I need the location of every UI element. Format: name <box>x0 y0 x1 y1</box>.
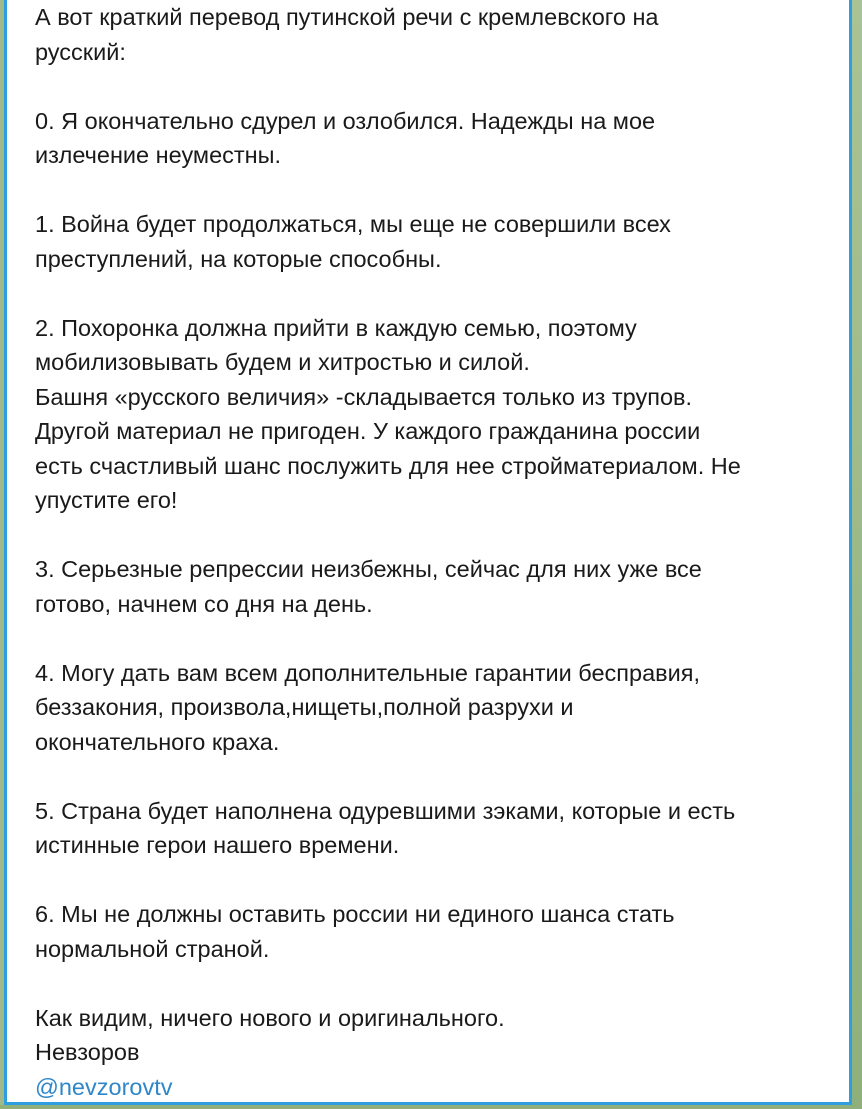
point-line: есть счастливый шанс послужить для нее стройматериалом. Не <box>35 452 741 479</box>
chat-background-strip <box>852 0 862 1109</box>
point-1 <box>35 207 833 276</box>
point-line: 1. Война будет продолжаться, мы еще не совершили всех <box>35 211 671 237</box>
intro-line: А вот краткий перевод путинской речи с кремлевского на <box>35 4 659 30</box>
point-line: нормальной страной. <box>35 935 270 962</box>
point-line: 6. Мы не должны оставить россии ни единого шанса стать <box>35 901 675 927</box>
point-2 <box>35 311 833 518</box>
author-signature: Невзоров <box>35 1039 140 1065</box>
channel-link[interactable]: @nevzorovtv <box>35 1073 173 1100</box>
message-closing <box>35 1001 833 1105</box>
message-intro <box>35 0 833 69</box>
message-bubble <box>4 0 852 1105</box>
point-3 <box>35 552 833 621</box>
point-line: мобилизовывать будем и хитростью и силой. <box>35 349 530 375</box>
closing-line: Как видим, ничего нового и оригинального. <box>35 1004 505 1031</box>
chat-background-bottom <box>0 1105 862 1109</box>
point-line: беззакония, произвола,нищеты,полной разрухи и <box>35 694 574 720</box>
point-line: 2. Похоронка должна прийти в каждую семью, поэтому <box>35 314 637 341</box>
point-line: готово, начнем со дня на день. <box>35 590 373 617</box>
point-4 <box>35 656 833 760</box>
point-line: упустите его! <box>35 487 178 513</box>
point-line: 0. Я окончательно сдурел и озлобился. Надежды на мое <box>35 107 656 134</box>
point-line: 4. Могу дать вам всем дополнительные гарантии бесправия, <box>35 659 701 686</box>
point-line: Другой материал не пригоден. У каждого гражданина россии <box>35 418 701 444</box>
point-line: окончательного краха. <box>35 728 280 755</box>
intro-line: русский: <box>35 38 126 65</box>
point-line: Башня «русского величия» -складывается только из трупов. <box>35 383 693 410</box>
point-line: 3. Серьезные репрессии неизбежны, сейчас для них уже все <box>35 556 702 582</box>
point-line: истинные герои нашего времени. <box>35 832 400 858</box>
point-line: излечение неуместны. <box>35 142 282 168</box>
point-line: преступлений, на которые способны. <box>35 245 442 272</box>
point-5 <box>35 794 833 863</box>
point-6 <box>35 897 833 966</box>
point-0 <box>35 104 833 173</box>
point-line: 5. Страна будет наполнена одуревшими зэками, которые и есть <box>35 797 736 824</box>
